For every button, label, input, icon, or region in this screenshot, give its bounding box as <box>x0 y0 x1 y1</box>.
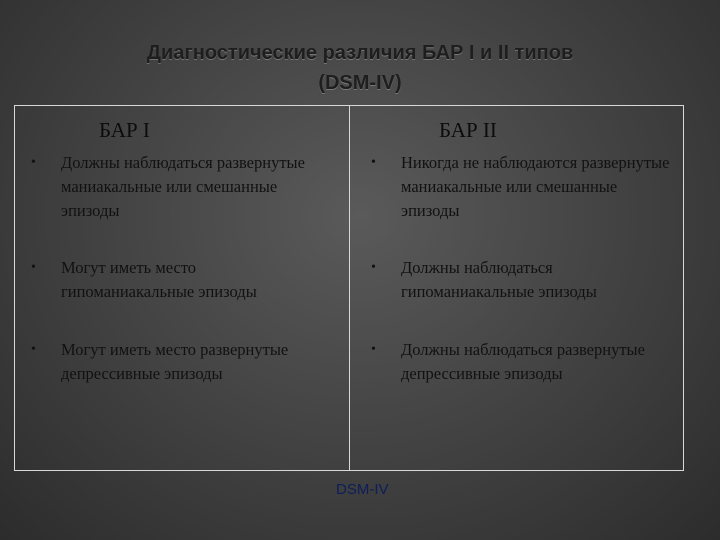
bar2-item-3 <box>371 338 661 386</box>
column-header-bar2: БАР II <box>439 118 497 142</box>
bar2-item-2-text: Должны наблюдаться гипоманиакальные эпизоды <box>401 258 597 301</box>
column-header-bar1: БАР I <box>99 118 150 142</box>
bullet-icon: • <box>31 260 36 275</box>
column-divider <box>349 106 350 470</box>
bar1-item-2 <box>31 256 331 304</box>
comparison-table <box>14 105 684 471</box>
footer-source: DSM-IV <box>336 481 389 498</box>
bar1-item-2-text: Могут иметь место гипоманиакальные эпизоды <box>61 258 257 301</box>
bar1-item-1 <box>31 151 331 223</box>
bullet-icon: • <box>31 342 36 357</box>
bar1-item-1-text: Должны наблюдаться развернутые маниакальные или смешанные эпизоды <box>61 153 305 220</box>
bar1-item-3 <box>31 338 341 386</box>
bar2-item-1-text: Никогда не наблюдаются развернутые маниакальные или смешанные эпизоды <box>401 153 670 220</box>
slide-title <box>0 38 720 98</box>
bar2-item-1 <box>371 151 671 223</box>
bullet-icon: • <box>31 155 36 170</box>
bullet-icon: • <box>371 155 376 170</box>
bar2-item-3-text: Должны наблюдаться развернутые депрессивные эпизоды <box>401 340 645 383</box>
slide-title-line1: Диагностические различия БАР I и II типов <box>146 42 574 64</box>
slide-title-line2: (DSM-IV) <box>318 72 402 94</box>
bar2-item-2 <box>371 256 671 304</box>
bullet-icon: • <box>371 260 376 275</box>
bar1-item-3-text: Могут иметь место развернутые депрессивные эпизоды <box>61 340 289 383</box>
bullet-icon: • <box>371 342 376 357</box>
